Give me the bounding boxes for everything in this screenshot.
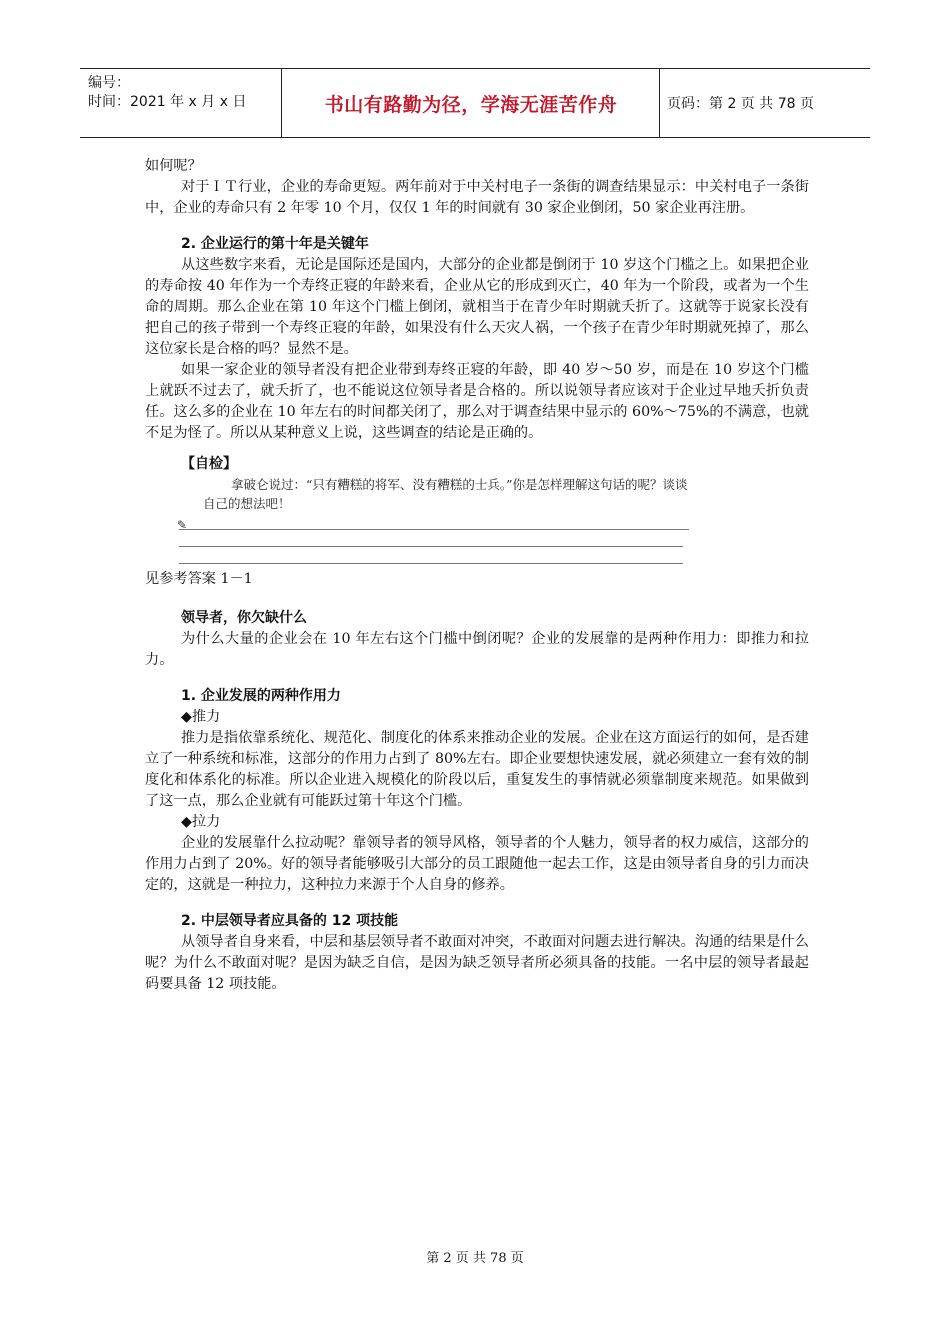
bullet-heading: ◆拉力 [181, 814, 221, 830]
answer-lines [145, 517, 809, 565]
pencil-icon: ✎ [177, 518, 188, 532]
paragraph: 从这些数字来看，无论是国际还是国内，大部分的企业都是倒闭于 10 岁这个门槛之上。如果把企业的寿命按 40 年作为一个寿终正寝的年龄来看，企业从它的形成到灭亡，40 年为一个阶段，或者为一个生命的周期。那么企业在第 10 年这个门槛上倒闭，就相当于在青少年时期就夭折了。这就等于说家长没有把自己的孩子带到一个寿终正寝的年龄，如果没有什么天灾人祸，一个孩子在青少年时期就死掉了，那么这位家长是合格的吗？显然不是。 [145, 257, 809, 357]
document-number-label: 编号： [88, 75, 130, 91]
paragraph: 推力是指依靠系统化、规范化、制度化的体系来推动企业的发展。企业在这方面运行的如何，是否建立了一种系统和标准，这部分的作用力占到了 80%左右。即企业要想快速发展，就必须建立一套有效的制度化和体系化的标准。所以企业进入规模化的阶段以后，重复发生的事情就必须靠制度来规范。如果做到了这一点，那么企业就有可能跃过第十年这个门槛。 [145, 730, 809, 809]
page-header [80, 68, 870, 138]
document-date-label: 时间：2021 年 x 月 x 日 [88, 94, 247, 110]
section-heading: 1. 企业发展的两种作用力 [181, 688, 341, 704]
header-motto: 书山有路勤为径，学海无涯苦作舟 [283, 69, 660, 137]
answer-line [179, 546, 683, 547]
paragraph: 企业的发展靠什么拉动呢？靠领导者的领导风格，领导者的个人魅力，领导者的权力威信，这部分的作用力占到了 20%。好的领导者能够吸引大部分的员工跟随他一起去工作，这是由领导者自身的引力而决定的，这就是一种拉力，这种拉力来源于个人自身的修养。 [145, 835, 809, 893]
section-heading: 2. 中层领导者应具备的 12 项技能 [181, 913, 399, 929]
paragraph: 为什么大量的企业会在 10 年左右这个门槛中倒闭呢？企业的发展靠的是两种作用力：即推力和拉力。 [145, 631, 809, 668]
paragraph: 如何呢？ [145, 158, 202, 174]
answer-reference: 见参考答案 1－1 [145, 571, 253, 587]
document-body [145, 156, 809, 995]
header-left-cell [80, 69, 282, 137]
paragraph: 如果一家企业的领导者没有把企业带到寿终正寝的年龄，即 40 岁～50 岁，而是在 10 岁这个门槛上就跃不过去了，就夭折了，也不能说这位领导者是合格的。所以说领导者应该对于企业过早地夭折负责任。这么多的企业在 10 年左右的时间都关闭了，那么对于调查结果中显示的 60%～75%的不满意，也就不足为怪了。所以从某种意义上说，这些调查的结论是正确的。 [145, 362, 809, 441]
header-page-label: 页码：第 2 页 共 78 页 [667, 96, 814, 112]
bullet-heading: ◆推力 [181, 709, 221, 725]
paragraph: 从领导者自身来看，中层和基层领导者不敢面对冲突，不敢面对问题去进行解决。沟通的结果是什么呢？为什么不敢面对呢？是因为缺乏自信，是因为缺乏领导者所必须具备的技能。一名中层的领导者最起码要具备 12 项技能。 [145, 934, 809, 992]
self-check-question-continued: 自己的想法吧！ [203, 496, 291, 511]
section-heading: 2. 企业运行的第十年是关键年 [181, 236, 369, 252]
answer-line [179, 563, 683, 564]
paragraph: 对于ＩＴ行业，企业的寿命更短。两年前对于中关村电子一条街的调查结果显示：中关村电子一条街中，企业的寿命只有 2 年零 10 个月，仅仅 1 年的时间就有 30 家企业倒闭，50 家企业再注册。 [145, 179, 809, 216]
self-check-question: 拿破仑说过：“只有糟糕的将军、没有糟糕的士兵。”你是怎样理解这句话的呢？谈谈 [231, 477, 688, 492]
self-check-heading: 【自检】 [181, 456, 237, 472]
section-heading: 领导者，你欠缺什么 [181, 610, 307, 626]
answer-line [179, 529, 689, 530]
page-footer: 第 2 页 共 78 页 [426, 1251, 524, 1266]
